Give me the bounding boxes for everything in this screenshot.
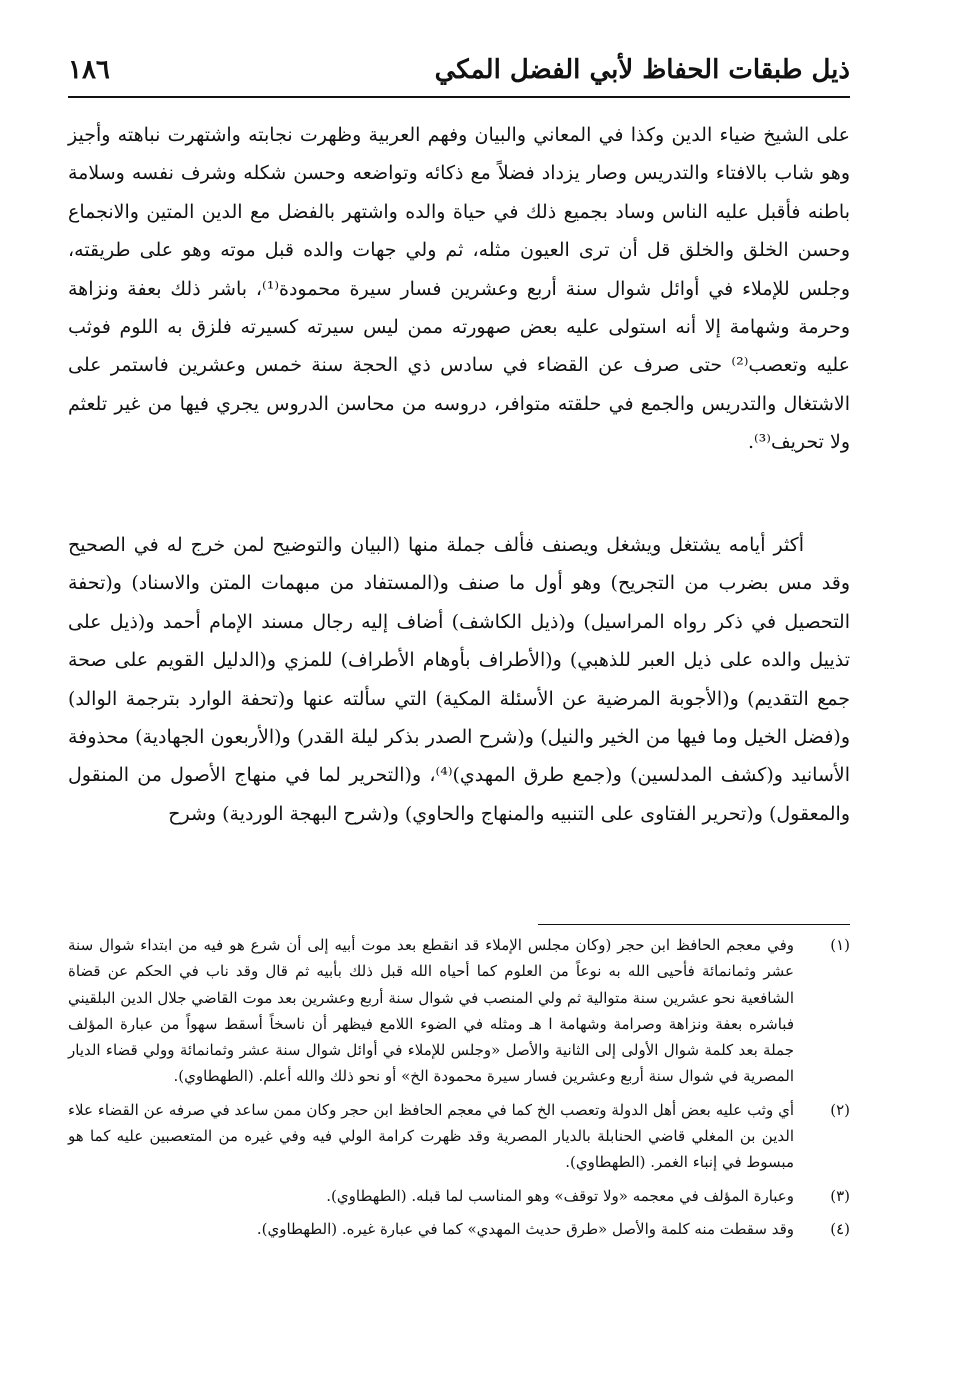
footnote-text: أي وثب عليه بعض أهل الدولة وتعصب الخ كما في معجم الحافظ ابن حجر وكان ممن ساعد في صرفه عن القضاء علاء الدين بن المغلي قاضي الحنابلة بالديار المصرية وقد ظهرت كرامة الولي فيه وفي غيره من المتعصبين عليه كما هو مبسوط في إنباء الغمر. (الطهطاوي). (68, 1100, 794, 1172)
footnote-number: (٤) (830, 1219, 850, 1238)
page-number: ١٨٦ (68, 55, 110, 85)
footnote-1 (68, 932, 850, 1090)
running-title: ذيل طبقات الحفاظ لأبي الفضل المكي (434, 55, 850, 85)
footnote-2 (68, 1097, 850, 1176)
running-header (68, 50, 850, 94)
paragraph-1: على الشيخ ضياء الدين وكذا في المعاني والبيان وفهم العربية وظهرت نجابته واشتهرت نباهته وأجيز وهو شاب بالافتاء والتدريس وصار يزداد فضلاً مع ذكائه وتواضعه وحسن شكله وشرف نفسه وسلامة باطنه فأقبل عليه الناس وساد بجميع ذلك في حياة والده واشتهر بالفضل مع الدين المتين والانجماع وحسن الخلق والخلق قل أن ترى العيون مثله، ثم ولي جهات والده قبل موته وهو على طريقته، وجلس للإملاء في أوائل شوال سنة أربع وعشرين فسار سيرة محمودة⁽¹⁾، باشر ذلك بعفة ونزاهة وحرمة وشهامة إلا أنه استولى عليه بعض صهورته ممن ليس سيرته كسيرته فلزق به اللوم فوثب عليه وتعصب⁽²⁾ حتى صرف عن القضاء في سادس ذي الحجة سنة خمس وعشرين فاستمر على الاشتغال والتدريس والجمع في حلقته متوافر، دروسه من محاسن الدروس يجري فيها من غير تلعثم ولا تحريف⁽³⁾. (68, 124, 851, 454)
footnote-divider (538, 924, 850, 925)
footnote-4 (68, 1216, 850, 1242)
paragraph-2: أكثر أيامه يشتغل ويشغل ويصنف فألف جملة منها (البيان والتوضيح لمن خرج له في الصحيح وقد مس بضرب من التجريح) وهو أول ما صنف و(المستفاد من مبهمات المتن والاسناد) و(تحفة التحصيل في ذكر رواه المراسيل) و(ذيل الكاشف) أضاف إليه رجال مسند الإمام أحمد و(ذيل على تذييل والده على ذيل العبر للذهبي) و(الأطراف بأوهام الأطراف) للمزي و(الدليل القويم على صحة جمع التقديم) و(الأجوبة المرضية عن الأسئلة المكية) التي سألته عنها و(تحفة الوارد بترجمة الوالد) و(فضل الخيل وما فيها من الخير والنيل) و(شرح الصدر بذكر ليلة القدر) و(الأربعون الجهادية) محذوفة الأسانيد و(كشف المدلسين) و(جمع طرق المهدي)⁽⁴⁾، و(التحرير لما في منهاج الأصول من المنقول والمعقول) و(تحرير الفتاوى على التنبيه والمنهاج والحاوي) و(شرح البهجة الوردية) وشرح (68, 534, 851, 825)
header-divider (68, 96, 850, 98)
footnote-text: وفي معجم الحافظ ابن حجر (وكان مجلس الإملاء قد انقطع بعد موت أبيه إلى أن شرع هو فيه من ابتداء شوال سنة عشر وثمانمائة فأحيى الله به نوعاً من العلوم كما أحياه الله قبل ذلك بأبيه ثم قال وقد ناب في الحكم عن قضاة الشافعية نحو عشرين سنة متوالية ثم ولي المنصب في شوال سنة أربع وعشرين بعد موت القاضي جلال الدين البلقيني فباشره بعفة ونزاهة وصرامة وشهامة ا هـ ومثله في الضوء اللامع فيظهر أن ناسخاً أسقط سهواً من عبارة المؤلف جملة بعد كلمة شوال الأولى إلى الثانية والأصل «وجلس للإملاء في أوائل شوال سنة عشر وثمانمائة وولي قضاء الديار المصرية في شوال سنة أربع وعشرين فسار سيرة محمودة الخ» أو نحو ذلك والله أعلم. (الطهطاوي). (68, 936, 794, 1086)
footnote-number: (٣) (830, 1186, 850, 1205)
footnote-3 (68, 1183, 850, 1209)
footnote-number: (٢) (830, 1100, 850, 1119)
footnote-number: (١) (830, 936, 850, 954)
footnote-text: وعبارة المؤلف في معجمه «ولا توقف» وهو المناسب لما قبله. (الطهطاوي). (326, 1186, 794, 1205)
footnotes (68, 932, 850, 1242)
footnote-text: وقد سقطت منه كلمة والأصل «طرق حديث المهدي» كما في عبارة غيره. (الطهطاوي). (256, 1219, 794, 1238)
